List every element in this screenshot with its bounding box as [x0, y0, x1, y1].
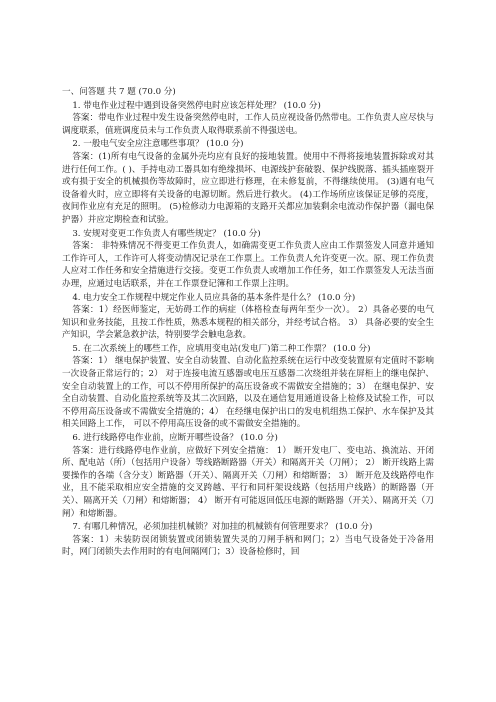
question-text: 6. 进行线路停电作业前，应断开哪些设备？ (10.0 分): [72, 433, 278, 444]
answer-text: 答案：进行线路停电作业前，应做好下列安全措施： 1） 断开发电厂、变电站、换流站、开闭所、配电站（所）（包括用户设备）等线路断路器（开关）和隔离开关（刀闸）； 2） 断开线路上需要操作的各端（含分支）断路器（开关）、隔离开关（刀闸）和熔断器； 3） 断开危及线路停电作业，且不能采取相应安全措施的交叉跨越、平行和同杆架设线路（包括用户线路）的断路器（开关）、隔离开关（刀闸）和熔断器； 4） 断开有可能返回低压电源的断路器（开关）、隔离开关（刀闸）和熔断器。: [62, 445, 434, 519]
answer-text: 答案：1） 继电保护装置、安全自动装置、自动化监控系统在运行中改变装置原有定值时不影响一次设备正常运行的；2） 对于连接电流互感器或电压互感器二次绕组并装在屏柜上的继电保护、安全自动装置上的工作，可以不停用所保护的高压设备或不需做安全措施的；3） 在继电保护、安全自动装置、自动化监控系统等及其二次回路，以及在通信复用通道设备上检修及试验工作，可以不停用高压设备或不需做安全措施的；4） 在经继电保护出口的发电机组热工保护、水车保护及其相关回路上工作， 可以不停用高压设备的或不需做安全措施的。: [62, 356, 434, 430]
question-text: 7. 有哪几种情况，必须加挂机械锁？对加挂的机械锁有何管理要求？ (10.0 分): [72, 522, 373, 533]
question-text: 2. 一般电气安全应注意哪些事项？ (10.0 分): [72, 139, 244, 150]
question-block-3: [62, 228, 434, 291]
question-text: 3. 安规对变更工作负责人有哪些规定？ (10.0 分): [72, 228, 261, 239]
question-text: 1. 带电作业过程中遇到设备突然停电时应该怎样处理？ (10.0 分): [72, 100, 321, 111]
answer-text: 答案： 非特殊情况不得变更工作负责人，如确需变更工作负责人应由工作票签发人同意并通知工作许可人，工作许可人将变动情况记录在工作票上。工作负责人允许变更一次。原、现工作负责人应对工作任务和安全措施进行交接。变更工作负责人或增加工作任务，如工作票签发人无法当面办理，应通过电话联系，并在工作票登记簿和工作票上注明。: [62, 241, 434, 289]
section-title: 一、问答题 共 7 题 (70.0 分): [62, 87, 176, 97]
question-block-5: [62, 343, 434, 431]
question-block-4: [62, 292, 434, 342]
question-block-2: [62, 138, 434, 226]
question-block-7: [62, 521, 434, 559]
question-block-1: [62, 100, 434, 138]
answer-text: 答案：(1)所有电气设备的金属外壳均应有良好的接地装置。使用中不得将接地装置拆除或对其进行任何工作。( )、手持电动工器具如有绝缘损坏、电源线护套破裂、保护线脱落、插头插座裂开或有损于安全的机械损伤等故障时，应立即进行修理，在未修复前，不得继续使用。 (3)遇有电气设备着火时，应立即将有关设备的电源切断。然后进行救火。 (4)工作场所应该保证足够的亮度，夜间作业应有充足的照明。 (5)检修动力电源箱的支路开关都应加装剩余电流动作保护器（漏电保护器）并应定期检查和试验。: [62, 151, 434, 225]
question-block-6: [62, 432, 434, 520]
question-text: 5. 在二次系统上的哪些工作，应填用变电站(发电厂)第二种工作票？ (10.0 分): [72, 343, 371, 354]
answer-text: 答案：1）经医师鉴定，无妨碍工作的病症（体格检查每两年至少一次）。 2）具备必要的电气知识和业务技能，且按工作性质，熟悉本规程的相关部分，并经考试合格。 3） 具备必要的安全生产知识，学会紧急救护法，特别要学会触电急救。: [62, 305, 434, 341]
answer-text: 答案：带电作业过程中发生设备突然停电时，工作人员应视设备仍然带电。工作负责人应尽快与调度联系，值班调度员未与工作负责人取得联系前不得强送电。: [62, 113, 434, 136]
question-text: 4. 电力安全工作规程中规定作业人员应具备的基本条件是什么？ (10.0 分): [72, 292, 356, 303]
answer-text: 答案：1）未装防误闭锁装置或闭锁装置失灵的刀闸手柄和网门；2）当电气设备处于冷备用时，网门闭锁失去作用时的有电间隔网门；3）设备检修时，回: [62, 534, 434, 558]
